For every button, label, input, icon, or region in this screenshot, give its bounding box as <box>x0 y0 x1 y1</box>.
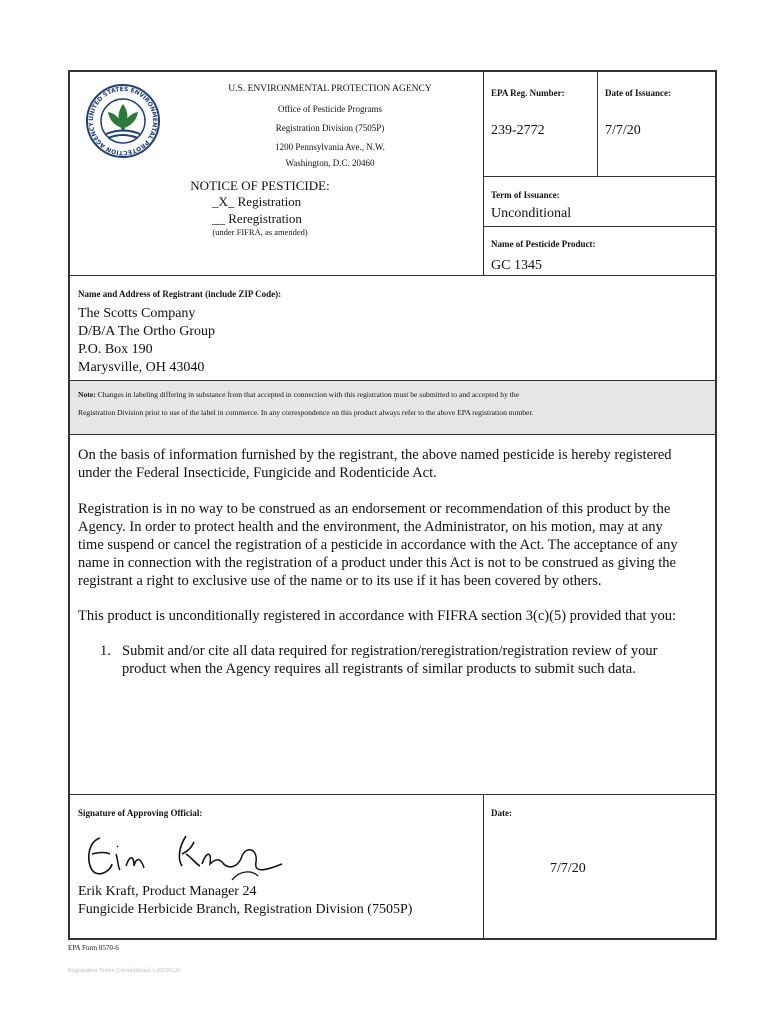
body-line: Agency. In order to protect health and the environment, the Administrator, on his motion, may at any <box>78 519 663 535</box>
term-label: Term of Issuance: <box>491 190 560 200</box>
date-label: Date: <box>491 808 512 818</box>
divider <box>70 380 715 381</box>
divider <box>483 226 715 227</box>
signer-branch: Fungicide Herbicide Branch, Registration Division (7505P) <box>78 902 413 917</box>
signature-date: 7/7/20 <box>550 861 586 876</box>
issuance-date-value: 7/7/20 <box>605 123 641 138</box>
body-line: On the basis of information furnished by the registrant, the above named pesticide is hereby registered <box>78 447 672 463</box>
signer-name: Erik Kraft, Product Manager 24 <box>78 884 257 899</box>
registrant-line: D/B/A The Ortho Group <box>78 324 216 339</box>
body-line: registrant a right to exclusive use of the name or to its use if it has been covered by others. <box>78 573 602 589</box>
list-number: 1. <box>100 643 111 659</box>
issuance-date-label: Date of Issuance: <box>605 88 671 98</box>
city-address: Washington, D.C. 20460 <box>285 158 375 168</box>
option-registration: _X_ Registration <box>212 194 302 209</box>
body-line: This product is unconditionally registered in accordance with FIFRA section 3(c)(5) provided that you: <box>78 608 676 624</box>
product-value: GC 1345 <box>491 258 542 273</box>
office-name: Office of Pesticide Programs <box>277 104 383 114</box>
note-text <box>78 390 519 399</box>
form-number: EPA Form 8570-6 <box>68 944 119 952</box>
option-reregistration: __ Reregistration <box>212 211 302 226</box>
registrant-line: P.O. Box 190 <box>78 342 153 357</box>
body-line: name in connection with the registration of a product under this Act is not to be construed as giving the <box>78 555 676 571</box>
division-name: Registration Division (7505P) <box>275 123 385 133</box>
seal-lettering: UNITED STATES ENVIRONMENTAL PROTECTION AGENCY <box>87 85 159 157</box>
note-line: Changes in labeling differing in substance from that accepted in connection with this registration must be submitted to and accepted by the <box>97 390 520 399</box>
registrant-label: Name and Address of Registrant (include ZIP Code): <box>78 289 282 299</box>
list-item-line: product when the Agency requires all registrants of similar products to submit such data. <box>122 661 636 677</box>
body-line: under the Federal Insecticide, Fungicide and Rodenticide Act. <box>78 465 437 481</box>
notice-form <box>68 70 717 940</box>
epa-seal-logo <box>84 82 162 160</box>
divider <box>597 72 598 176</box>
note-label: Note: <box>78 390 96 399</box>
body-line: time suspend or cancel the registration of a pesticide in accordance with the Act. The acceptance of any <box>78 537 678 553</box>
divider <box>483 794 484 938</box>
reg-number-value: 239-2772 <box>491 123 545 138</box>
handwritten-signature <box>82 824 292 886</box>
divider <box>70 275 715 276</box>
fifra-note: (under FIFRA, as amended) <box>212 227 308 237</box>
notice-title: NOTICE OF PESTICIDE: <box>190 178 330 193</box>
divider <box>483 176 715 177</box>
divider <box>70 434 715 435</box>
note-line: Registration Division prior to use of the label in commerce. In any correspondence on this product always refer to the above EPA registration number. <box>78 408 534 417</box>
version-notice: Registration Notice Unconditional v.20150120 <box>68 968 181 974</box>
agency-name: U.S. ENVIRONMENTAL PROTECTION AGENCY <box>228 84 432 94</box>
street-address: 1200 Pennsylvania Ave., N.W. <box>275 142 385 152</box>
term-value: Unconditional <box>491 206 572 221</box>
body-line: Registration is in no way to be construed as an endorsement or recommendation of this product by the <box>78 501 671 517</box>
registrant-line: Marysville, OH 43040 <box>78 360 205 375</box>
divider <box>483 72 484 275</box>
signature-label: Signature of Approving Official: <box>78 808 203 818</box>
registrant-line: The Scotts Company <box>78 306 196 321</box>
reg-number-label: EPA Reg. Number: <box>491 88 565 98</box>
product-label: Name of Pesticide Product: <box>491 239 596 249</box>
list-item-line: Submit and/or cite all data required for registration/reregistration/registration review of your <box>122 643 658 659</box>
divider <box>70 794 715 795</box>
